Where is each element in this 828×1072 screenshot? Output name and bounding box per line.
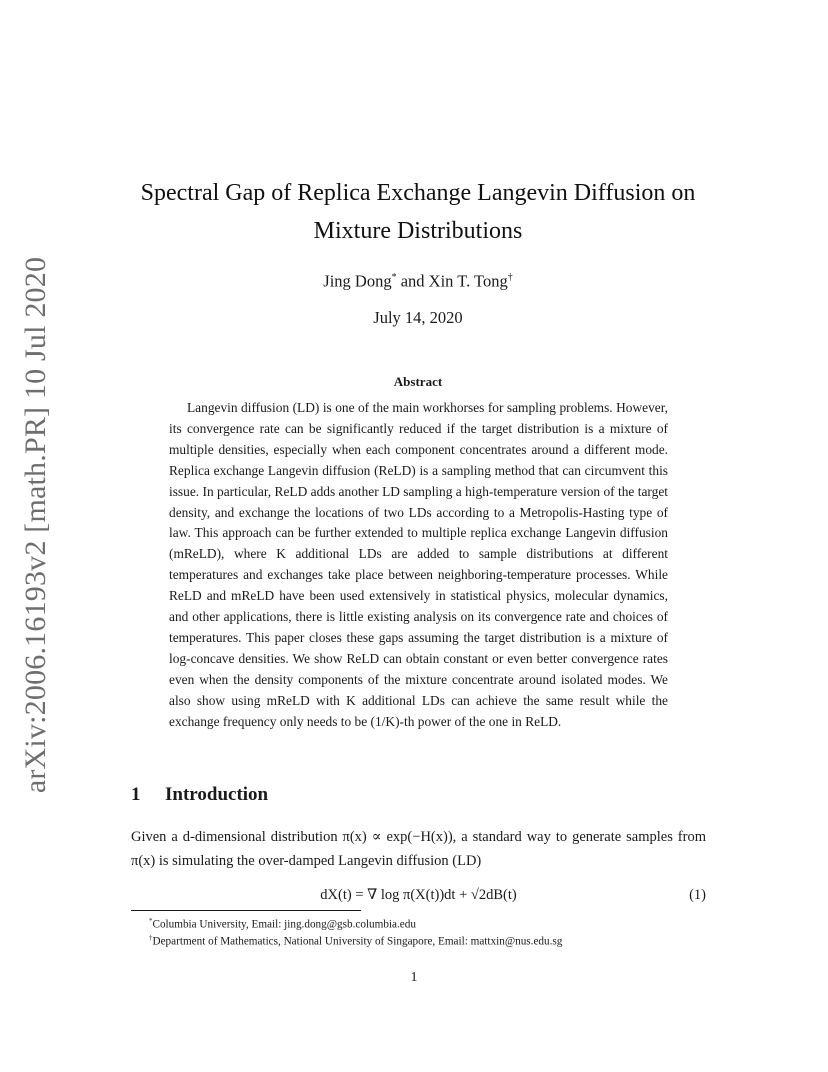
section-title: Introduction: [165, 784, 269, 805]
footnote-mark: †: [507, 272, 513, 283]
paper-date: July 14, 2020: [373, 308, 463, 327]
page-number: 1: [410, 970, 418, 985]
paper-title: [130, 174, 706, 250]
footnote: [149, 930, 562, 950]
arxiv-sidebar: [10, 256, 62, 794]
equation-body: dX(t) = ∇ log π(X(t))dt + √2dB(t): [320, 887, 517, 903]
section-heading: [131, 784, 268, 806]
arxiv-stamp: arXiv:2006.16193v2 [math.PR] 10 Jul 2020: [19, 256, 52, 794]
author-name: Xin T. Tong: [428, 271, 508, 291]
abstract-body: Langevin diffusion (LD) is one of the main workhorses for sampling problems. However, its convergence rate can be significantly reduced if the target distribution is a mixture of multiple densities, especially when each component concentrates around a different mode. Replica exchange Langevin diffusion (ReLD) is a sampling method that can circumvent this issue. In particular, ReLD adds another LD sampling a high-temperature version of the target density, and exchange the locations of two LDs according to a Metropolis-Hasting type of law. This approach can be further extended to multiple replica exchange Langevin diffusion (mReLD), where K additional LDs are added to sample distributions at different temperatures and exchanges take place between neighboring-temperature processes. While ReLD and mReLD have been used extensively in statistical physics, molecular dynamics, and other applications, there is little existing analysis on its convergence rate and choices of temperatures. This paper closes these gaps assuming the target distribution is a mixture of log-concave densities. We show ReLD can obtain constant or even better convergence rates even when the density components of the mixture concentrate around isolated modes. We also show using mReLD with K additional LDs can achieve the same result while the exchange frequency only needs to be (1/K)-th power of the one in ReLD.: [169, 400, 668, 729]
author-name: Jing Dong: [323, 271, 392, 291]
title-line-2: Mixture Distributions: [313, 218, 523, 244]
footnote-rule: [131, 910, 361, 911]
abstract-heading: Abstract: [393, 374, 443, 389]
equation: [131, 884, 706, 906]
footnote-mark: *: [149, 917, 153, 925]
equation-number: (1): [689, 887, 706, 903]
intro-paragraph: Given a d-dimensional distribution π(x) ∝ exp(−H(x)), a standard way to generate samples from π(x) is simulating the over-damped Langevin diffusion (LD): [131, 829, 706, 869]
footnote-mark: *: [391, 272, 397, 283]
section-number: 1: [131, 784, 141, 805]
author-list: [130, 266, 706, 294]
footnote-mark: †: [149, 934, 153, 942]
author-connector: and: [396, 271, 429, 291]
footnote-text: Department of Mathematics, National University of Singapore, Email: mattxin@nus.edu.sg: [152, 935, 563, 948]
footnote-text: Columbia University, Email: jing.dong@gsb.columbia.edu: [152, 918, 416, 931]
title-line-1: Spectral Gap of Replica Exchange Langevin Diffusion on: [140, 180, 696, 206]
